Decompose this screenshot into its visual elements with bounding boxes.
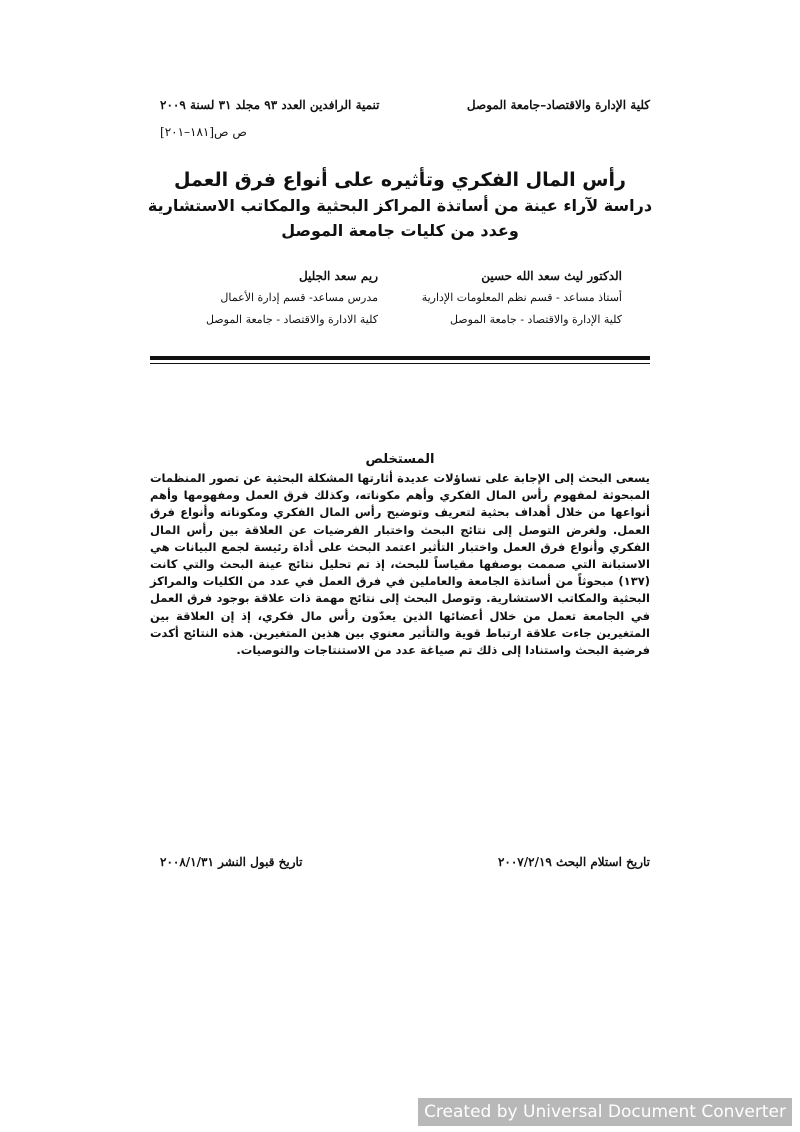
received-date: تاريخ استلام البحث ٢٠٠٧/٢/١٩ (497, 855, 650, 869)
author-2-affiliation: كلية الادارة والاقتصاد - جامعة الموصل (205, 313, 378, 326)
accepted-date-text: تاريخ قبول النشر ٢٠٠٨/١/٣١ (160, 855, 303, 869)
converter-watermark: Created by Universal Document Converter (418, 1098, 792, 1126)
author-2-position: مدرس مساعد- قسم إدارة الأعمال (220, 291, 378, 304)
author-1-affiliation: كلية الإدارة والاقتصاد - جامعة الموصل (449, 313, 622, 326)
divider-thick (150, 356, 650, 360)
header-journal: تنمية الرافدين العدد ٩٣ مجلد ٣١ لسنة ٢٠٠٩ (160, 98, 380, 112)
abstract-text: يسعى البحث إلى الإجابة على تساؤلات عديدة أثارتها المشكلة البحثية عن تصور المنظمات المبحوثة لمفهوم رأس المال الفكري وأهم مكوناته، وكذلك فرق العمل ومفهومها وأهم أنواعها من خلال أهداف بحثية لتعريف وتوضيح رأس المال الفكري ومكوناته وأنواع فرق العمل. ولغرض التوصل إلى نتائج البحث واختبار الفرضيات عن العلاقة بين رأس المال الفكري وأنواع فرق العمل واختبار التأثير اعتمد البحث على أداة رئيسة لجمع البيانات هي الاستبانة التي صممت بوصفها مقياساً للبحث، إذ تم تحليل نتائج عينة البحث والتي كانت (١٣٧) مبحوثاً من أساتذة الجامعة والعاملين في فرق العمل في عدد من الكليات والمراكز البحثية والمكاتب الاستشارية. وتوصل البحث إلى نتائج مهمة ذات علاقة بوجود فرق العمل في الجامعة تعمل من خلال أعضائها الذين يعدّون رأس مال فكري، إذ إن العلاقة بين المتغيرين جاءت علاقة ارتباط قوية والتأثير معنوي بين هذين المتغيرين. هذه النتائج أكدت فرضية البحث واستنادا إلى ذلك تم صياغة عدد من الاستنتاجات والتوصيات. (150, 471, 650, 658)
author-2-name: ريم سعد الجليل (298, 269, 378, 283)
header-pages: ص ص[١٨١–٢٠١] (160, 125, 247, 139)
abstract-heading: المستخلص (365, 452, 435, 467)
paper-title (140, 168, 660, 243)
title-line-2: دراسة لآراء عينة من أساتذة المراكز البحثية والمكاتب الاستشارية (147, 196, 653, 215)
divider-thin (150, 363, 650, 364)
header-institution: كلية الإدارة والاقتصاد–جامعة الموصل (466, 98, 650, 112)
title-line-3: وعدد من كليات جامعة الموصل (281, 221, 519, 240)
author-2 (178, 265, 378, 331)
author-1-name: الدكتور ليث سعد الله حسين (481, 269, 622, 283)
author-1 (402, 265, 622, 331)
accepted-date (160, 855, 400, 869)
author-1-position: أستاذ مساعد - قسم نظم المعلومات الإدارية (421, 291, 622, 304)
title-line-1: رأس المال الفكري وتأثيره على أنواع فرق العمل (174, 169, 626, 191)
